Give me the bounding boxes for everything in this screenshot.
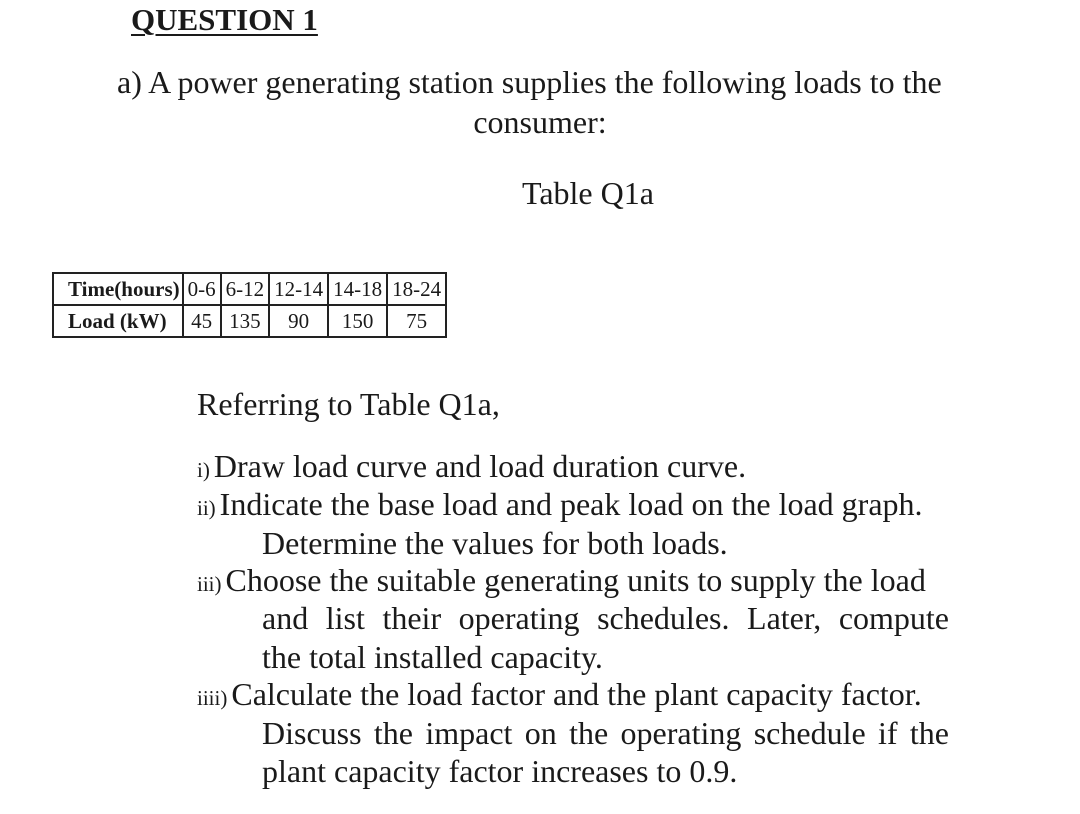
question-item-iiii [197, 676, 922, 713]
item-text-continuation: Determine the values for both loads. [262, 525, 728, 561]
intro-text-line1: a) A power generating station supplies the following loads to the [117, 64, 942, 100]
item-text-continuation: Discuss the impact on the operating schedule if the [262, 715, 949, 751]
table-cell: 150 [328, 305, 387, 337]
item-text-continuation: plant capacity factor increases to 0.9. [262, 753, 738, 789]
table-row [53, 305, 446, 337]
table-header-cell: 12-14 [269, 273, 328, 305]
item-number: i) [197, 458, 210, 482]
table-header-row [53, 273, 446, 305]
table-cell: 135 [221, 305, 270, 337]
item-text: Choose the suitable generating units to supply the load [225, 562, 926, 598]
item-text: Draw load curve and load duration curve. [213, 448, 747, 484]
table-header-cell: 18-24 [387, 273, 446, 305]
item-text-continuation: the total installed capacity. [262, 639, 603, 675]
item-text: Calculate the load factor and the plant capacity factor. [231, 676, 922, 712]
table-cell: 45 [183, 305, 221, 337]
item-number: iiii) [197, 686, 228, 710]
table-cell: 90 [269, 305, 328, 337]
item-number: ii) [197, 496, 216, 520]
question-item-i [197, 448, 746, 485]
question-item-iii [197, 562, 926, 599]
table-header-cell: 14-18 [328, 273, 387, 305]
intro-text-line2: consumer: [473, 104, 607, 140]
table-cell: Load (kW) [53, 305, 183, 337]
item-text: Indicate the base load and peak load on the load graph. [219, 486, 923, 522]
load-table [52, 272, 447, 338]
referring-text: Referring to Table Q1a, [197, 386, 500, 422]
table-header-cell: Time(hours) [53, 273, 183, 305]
item-text-continuation: and list their operating schedules. Later, compute [262, 600, 949, 636]
table-cell: 75 [387, 305, 446, 337]
question-heading: QUESTION 1 [131, 2, 318, 37]
question-item-ii [197, 486, 923, 523]
table-header-cell: 6-12 [221, 273, 270, 305]
table-header-cell: 0-6 [183, 273, 221, 305]
table-caption: Table Q1a [522, 175, 654, 211]
item-number: iii) [197, 572, 222, 596]
